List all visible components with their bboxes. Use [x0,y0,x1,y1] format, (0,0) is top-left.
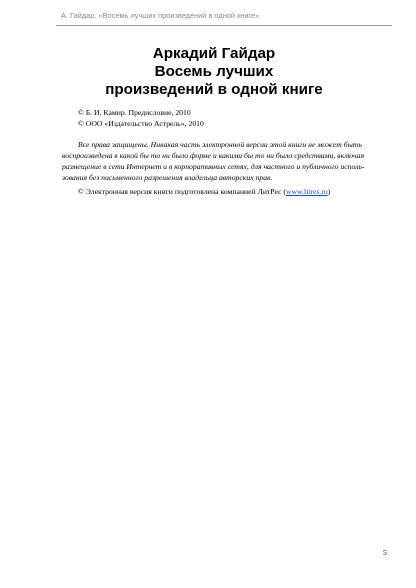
copyright-notices [78,107,204,129]
rights-line-4: зования без письменного разрешения владельца авторских прав. [62,173,273,182]
book-title-block [60,45,368,98]
book-title-line-1: Восемь лучших [154,62,274,80]
header-divider [56,25,392,26]
rights-line-3: размещение в сети Интернет и в корпоративных сетях, для частного и публичного исполь- [62,162,365,171]
litres-notice [78,186,330,197]
rights-line-2: воспроизведена в какой бы то ни было форме и какими бы то ни было средствами, включая [62,151,365,160]
book-title-line-2: произведений в одной книге [105,80,323,98]
rights-notice [62,139,365,183]
litres-close-paren: ) [327,187,331,196]
page-number: 5 [383,548,387,557]
litres-text: © Электронная версия книги подготовлена компанией ЛитРес ( [78,187,286,196]
litres-link[interactable]: www.litres.ru [285,187,328,196]
copyright-preface: © Б. И. Камир. Предисловие, 2010 [78,108,191,117]
running-header: А. Гайдар. «Восемь лучших произведений в одной книге» [61,11,260,20]
author-name: Аркадий Гайдар [152,45,276,62]
copyright-publisher: © ООО «Издательство Астрель», 2010 [78,119,204,128]
rights-line-1: Все права защищены. Никакая часть электронной версии этой книги не может быть [78,140,362,149]
